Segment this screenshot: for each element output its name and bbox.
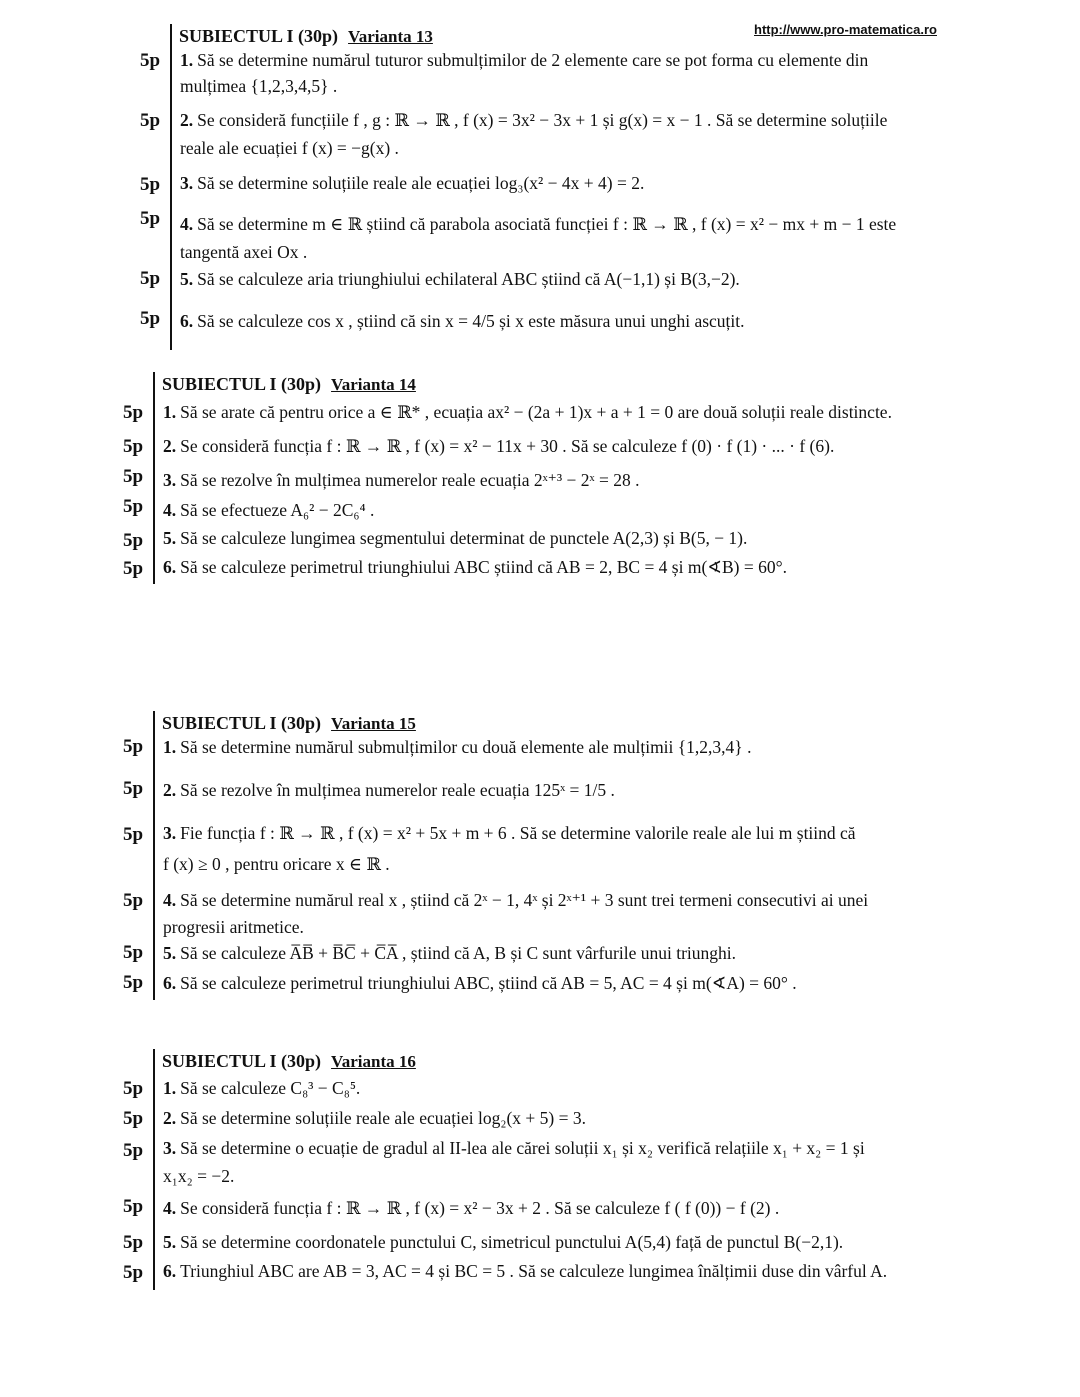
- exercise-number: 5.: [163, 528, 177, 548]
- exercise-number: 6.: [163, 973, 177, 993]
- exercise-number: 6.: [163, 1261, 177, 1281]
- section-divider-line: [153, 372, 155, 584]
- points-label: 5p: [123, 558, 144, 579]
- points-label: 5p: [123, 1140, 144, 1161]
- exercise-text: Se consideră funcțiile f , g : ℝ → ℝ , f (x) = 3x² − 3x + 1 și g(x) = x − 1 . Să se determine soluțiile: [197, 110, 888, 130]
- points-label: 5p: [140, 268, 161, 289]
- exercise-line: [163, 890, 868, 911]
- exercise-text: Să se efectueze A₆² − 2C₆⁴ .: [180, 500, 375, 520]
- exercise-text: Să se determine soluțiile reale ale ecuației log₃(x² − 4x + 4) = 2.: [197, 173, 645, 193]
- variant-label: Varianta 16: [331, 1052, 416, 1071]
- points-label: 5p: [123, 972, 144, 993]
- points-label: 5p: [123, 1196, 144, 1217]
- exercise-number: 3.: [163, 470, 177, 490]
- exercise-number: 3.: [180, 173, 194, 193]
- exercise-text: Să se calculeze A̅B̅ + B̅C̅ + C̅A̅ , știind că A, B și C sunt vârfurile unui triunghi.: [180, 943, 736, 963]
- exercise-line: [163, 823, 856, 844]
- exercise-text: Să se rezolve în mulțimea numerelor reale ecuația 125ˣ = 1/5 .: [180, 780, 615, 800]
- exercise-text: Să se determine numărul submulțimilor cu două elemente ale mulțimii {1,2,3,4} .: [180, 737, 752, 757]
- exercise-line: [163, 1198, 779, 1219]
- points-label: 5p: [123, 736, 144, 757]
- exercise-line: [163, 1261, 887, 1282]
- exercise-text: Să se determine o ecuație de gradul al II-lea ale cărei soluții x₁ și x₂ verifică relațiile x₁ + x₂ = 1 și: [180, 1138, 865, 1158]
- exercise-number: 5.: [163, 943, 177, 963]
- points-label: 5p: [123, 1262, 144, 1283]
- exercise-line: [180, 76, 337, 97]
- points-label: 5p: [123, 496, 144, 517]
- exercise-text: f (x) ≥ 0 , pentru oricare x ∈ ℝ .: [163, 854, 390, 874]
- exercise-number: 1.: [180, 50, 194, 70]
- points-label: 5p: [140, 174, 161, 195]
- exercise-line: [163, 557, 787, 578]
- exercise-number: 4.: [163, 500, 177, 520]
- section-divider-line: [153, 711, 155, 1000]
- exercise-number: 1.: [163, 737, 177, 757]
- exercise-number: 4.: [163, 890, 177, 910]
- exercise-line: [163, 470, 639, 491]
- section-title: SUBIECTUL I (30p): [162, 713, 322, 733]
- exercise-text: Să se determine numărul real x , știind că 2ˣ − 1, 4ˣ și 2ˣ⁺¹ + 3 sunt trei termeni consecutivi ai unei: [180, 890, 869, 910]
- exercise-text: Să se calculeze C₈³ − C₈⁵.: [180, 1078, 361, 1098]
- section-divider-line: [153, 1049, 155, 1290]
- exercise-line: [163, 1166, 234, 1187]
- points-label: 5p: [123, 824, 144, 845]
- variant-label: Varianta 13: [348, 27, 433, 46]
- exercise-number: 3.: [163, 823, 177, 843]
- source-url-link[interactable]: http://www.pro-matematica.ro: [754, 22, 937, 37]
- section-title: SUBIECTUL I (30p): [179, 26, 339, 46]
- exercise-line: [163, 402, 892, 423]
- section-title: SUBIECTUL I (30p): [162, 374, 322, 394]
- exercise-number: 5.: [180, 269, 194, 289]
- exercise-number: 6.: [180, 311, 194, 331]
- exercise-text: Să se calculeze perimetrul triunghiului ABC, știind că AB = 5, AC = 4 și m(∢A) = 60° .: [180, 973, 797, 993]
- exercise-line: [180, 311, 745, 332]
- exercise-text: Să se calculeze lungimea segmentului determinat de punctele A(2,3) și B(5, − 1).: [180, 528, 748, 548]
- section-header: [162, 374, 416, 395]
- exercise-line: [180, 214, 896, 235]
- exercise-line: [163, 436, 834, 457]
- exercise-line: [163, 973, 797, 994]
- points-label: 5p: [123, 436, 144, 457]
- exercise-text: Să se calculeze aria triunghiului echilateral ABC știind că A(−1,1) și B(3,−2).: [197, 269, 740, 289]
- exercise-text: mulțimea {1,2,3,4,5} .: [180, 76, 338, 96]
- points-label: 5p: [123, 778, 144, 799]
- exercise-line: [163, 500, 374, 521]
- exercise-line: [163, 1138, 865, 1159]
- points-label: 5p: [123, 466, 144, 487]
- points-label: 5p: [123, 942, 144, 963]
- exercise-line: [163, 917, 304, 938]
- points-label: 5p: [140, 110, 161, 131]
- exercise-number: 2.: [163, 1108, 177, 1128]
- exercise-line: [163, 1232, 843, 1253]
- exercise-number: 5.: [163, 1232, 177, 1252]
- exercise-number: 4.: [180, 214, 194, 234]
- exercise-number: 1.: [163, 402, 177, 422]
- exercise-text: Triunghiul ABC are AB = 3, AC = 4 și BC = 5 . Să se calculeze lungimea înălțimii duse din vârful A.: [180, 1261, 888, 1281]
- exercise-number: 2.: [180, 110, 194, 130]
- exercise-line: [163, 943, 736, 964]
- exercise-text: Se consideră funcția f : ℝ → ℝ , f (x) = x² − 11x + 30 . Să se calculeze f (0) · f (1) · ... · f (6).: [180, 436, 835, 456]
- exercise-line: [180, 173, 644, 194]
- points-label: 5p: [123, 1232, 144, 1253]
- exercise-text: Să se determine coordonatele punctului C, simetricul punctului A(5,4) față de punctul B(−2,1).: [180, 1232, 844, 1252]
- exercise-line: [180, 50, 868, 71]
- points-label: 5p: [123, 402, 144, 423]
- exercise-text: Să se rezolve în mulțimea numerelor reale ecuația 2ˣ⁺³ − 2ˣ = 28 .: [180, 470, 640, 490]
- exercise-number: 2.: [163, 436, 177, 456]
- section-header: [179, 26, 433, 47]
- exercise-text: Să se arate că pentru orice a ∈ ℝ* , ecuația ax² − (2a + 1)x + a + 1 = 0 are două soluții reale distincte.: [180, 402, 892, 422]
- exercise-text: Să se determine m ∈ ℝ știind că parabola asociată funcției f : ℝ → ℝ , f (x) = x² − mx + m − 1 este: [197, 214, 897, 234]
- exercise-text: Se consideră funcția f : ℝ → ℝ , f (x) = x² − 3x + 2 . Să se calculeze f ( f (0)) − f (2) .: [180, 1198, 780, 1218]
- exercise-text: tangentă axei Ox .: [180, 242, 308, 262]
- exercise-text: reale ale ecuației f (x) = −g(x) .: [180, 138, 399, 158]
- section-header: [162, 1051, 416, 1072]
- exercise-text: Să se determine soluțiile reale ale ecuației log₂(x + 5) = 3.: [180, 1108, 586, 1128]
- exercise-number: 6.: [163, 557, 177, 577]
- points-label: 5p: [123, 1078, 144, 1099]
- section-header: [162, 713, 416, 734]
- section-title: SUBIECTUL I (30p): [162, 1051, 322, 1071]
- exercise-text: progresii aritmetice.: [163, 917, 304, 937]
- points-label: 5p: [140, 50, 161, 71]
- exercise-text: Să se calculeze cos x , știind că sin x = 4/5 și x este măsura unui unghi ascuțit.: [197, 311, 745, 331]
- points-label: 5p: [123, 890, 144, 911]
- exercise-text: x₁x₂ = −2.: [163, 1166, 235, 1186]
- exercise-text: Fie funcția f : ℝ → ℝ , f (x) = x² + 5x + m + 6 . Să se determine valorile reale ale lui m știind că: [180, 823, 856, 843]
- exercise-number: 2.: [163, 780, 177, 800]
- exercise-line: [180, 269, 740, 290]
- points-label: 5p: [123, 530, 144, 551]
- exercise-line: [180, 242, 307, 263]
- exercise-line: [163, 528, 747, 549]
- section-divider-line: [170, 24, 172, 350]
- variant-label: Varianta 14: [331, 375, 416, 394]
- exercise-number: 4.: [163, 1198, 177, 1218]
- exercise-line: [180, 110, 887, 131]
- exercise-line: [163, 737, 751, 758]
- exercise-line: [163, 854, 390, 875]
- exercise-number: 1.: [163, 1078, 177, 1098]
- exercise-line: [163, 1078, 360, 1099]
- exercise-text: Să se calculeze perimetrul triunghiului ABC știind că AB = 2, BC = 4 și m(∢B) = 60°.: [180, 557, 787, 577]
- exercise-line: [180, 138, 399, 159]
- exercise-line: [163, 780, 615, 801]
- exercise-line: [163, 1108, 586, 1129]
- points-label: 5p: [140, 208, 161, 229]
- points-label: 5p: [123, 1108, 144, 1129]
- exercise-text: Să se determine numărul tuturor submulțimilor de 2 elemente care se pot forma cu elemente din: [197, 50, 869, 70]
- points-label: 5p: [140, 308, 161, 329]
- exercise-number: 3.: [163, 1138, 177, 1158]
- variant-label: Varianta 15: [331, 714, 416, 733]
